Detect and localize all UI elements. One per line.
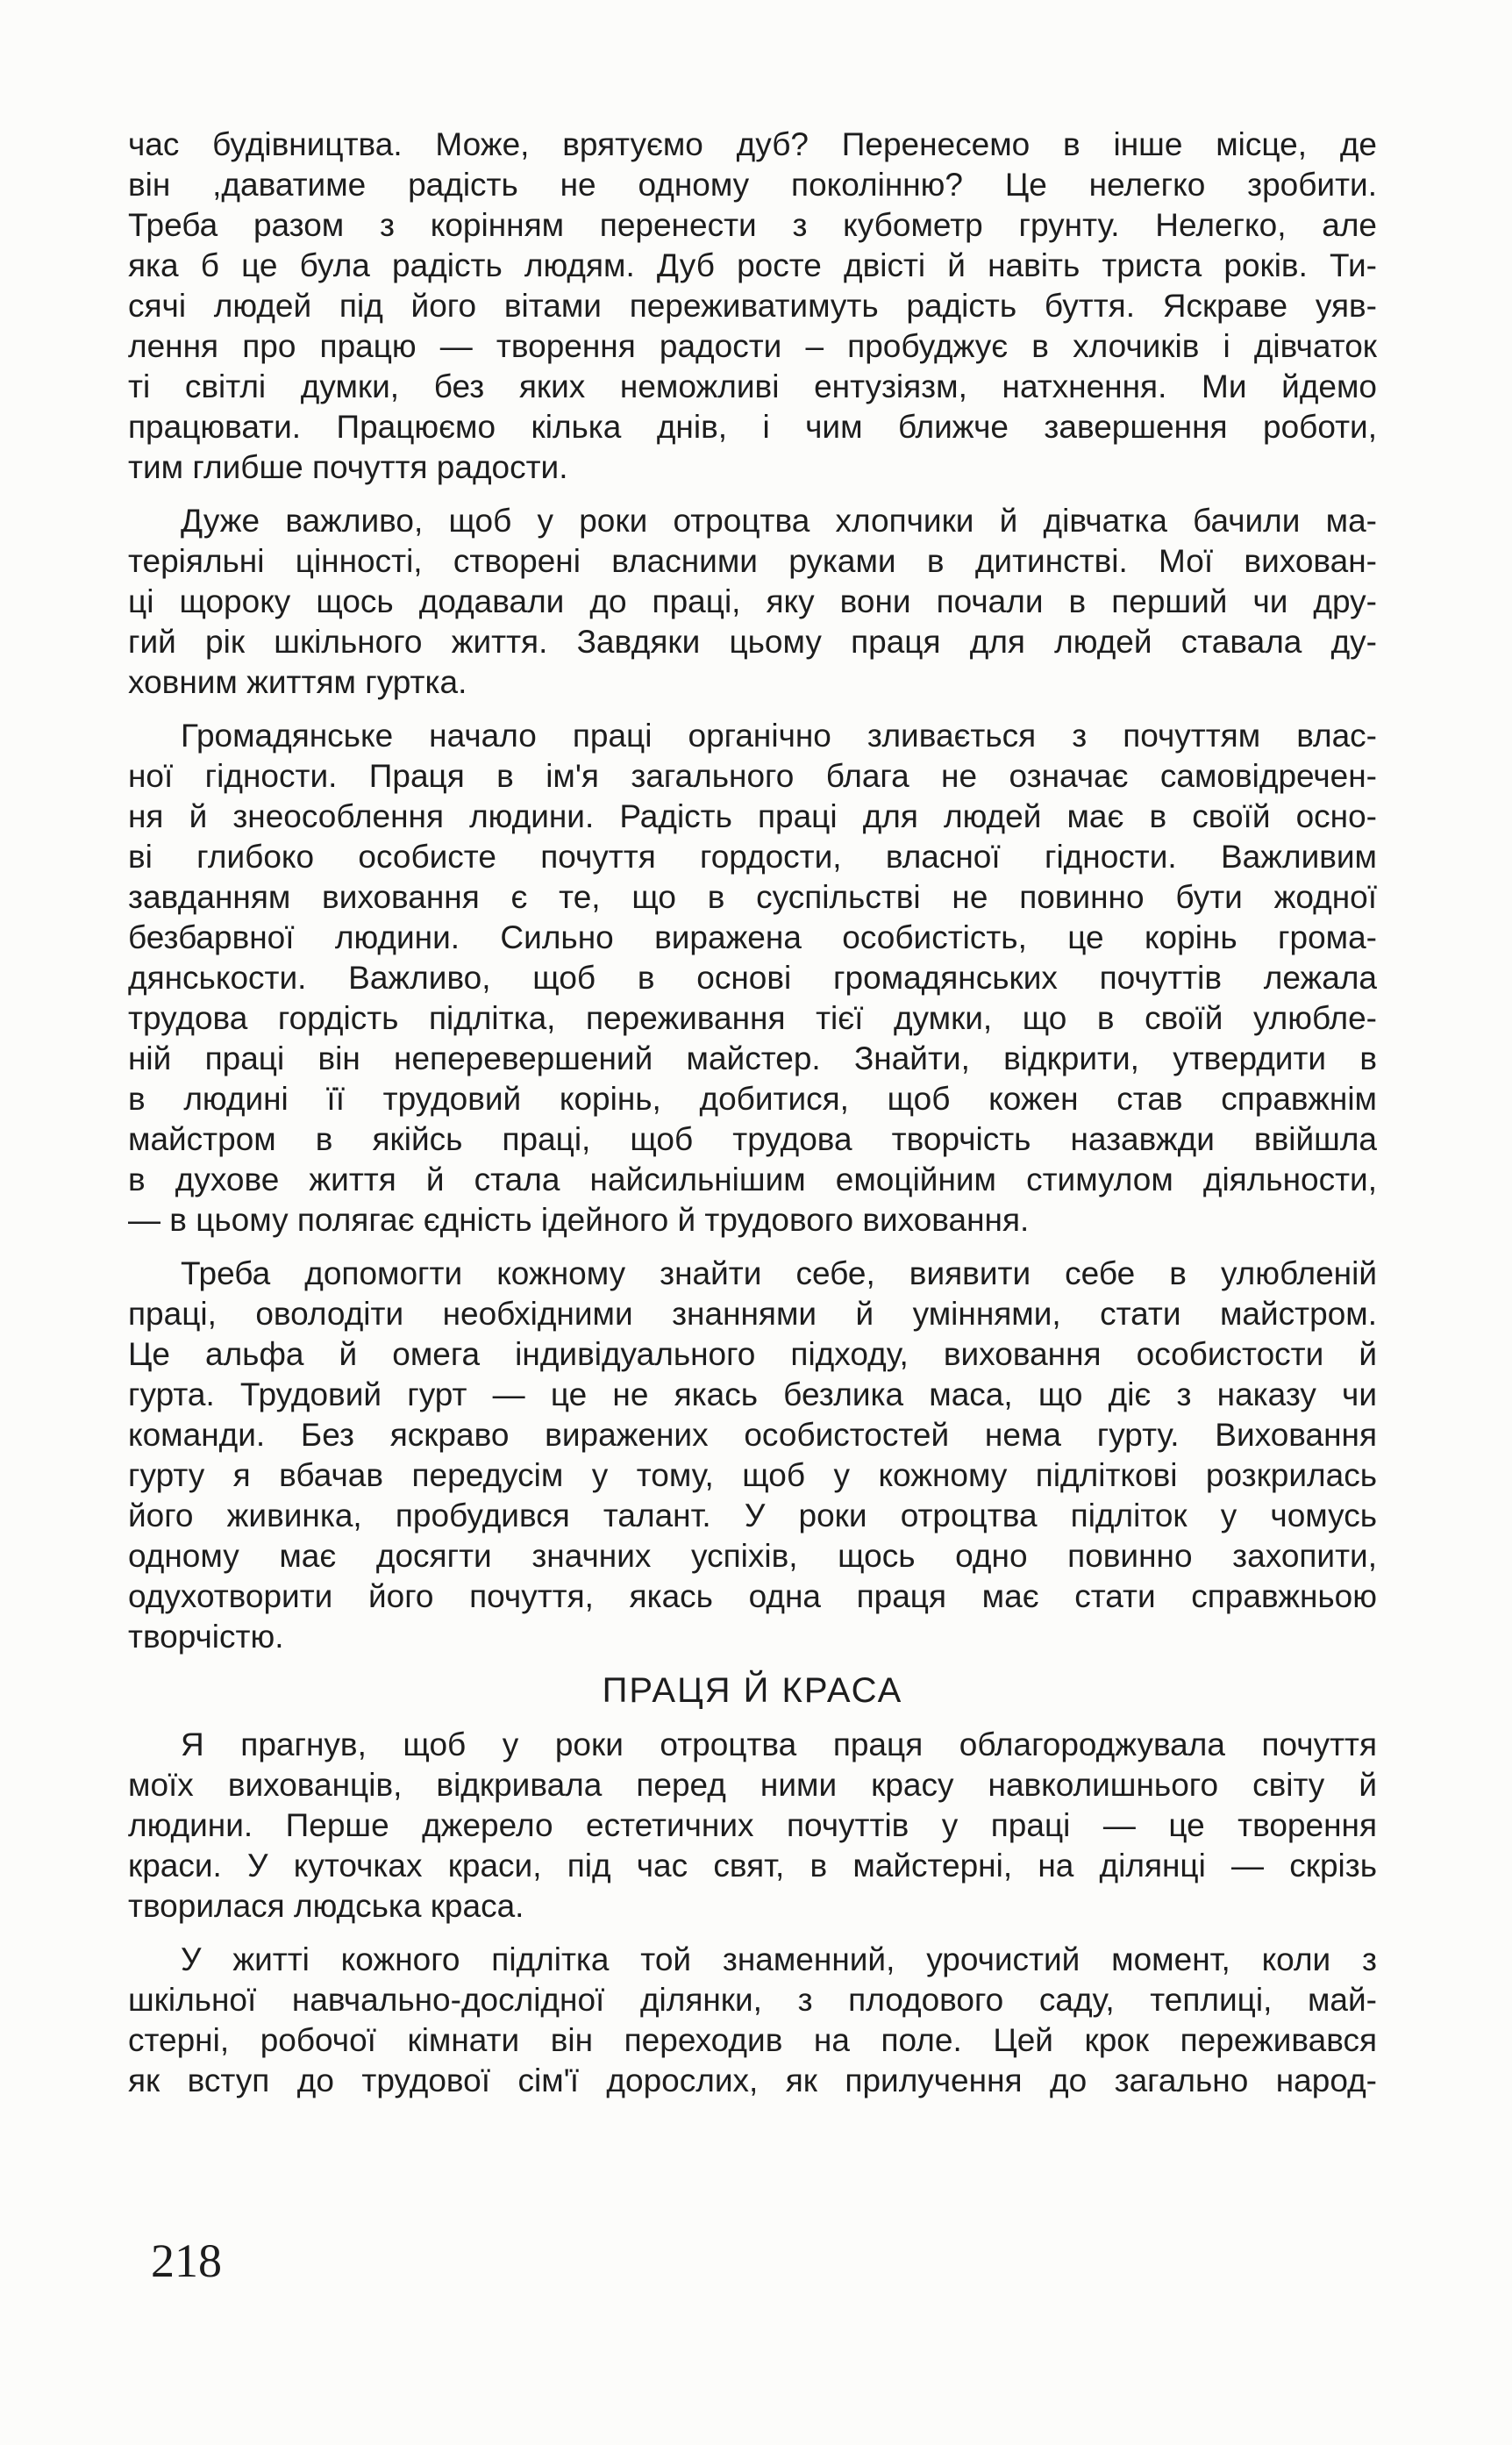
text-line: дянськости. Важливо, щоб в основі громадянських почуттів лежала bbox=[128, 960, 1377, 996]
text-line: теріяльні цінності, створені власними руками в дитинстві. Мої вихован- bbox=[128, 543, 1377, 579]
paragraph bbox=[128, 716, 1377, 1240]
text-line: стерні, робочої кімнати він переходив на поле. Цей крок переживався bbox=[128, 2022, 1377, 2058]
text-line: як вступ до трудової сім'ї дорослих, як прилучення до загально народ- bbox=[128, 2063, 1377, 2098]
paragraphs-before-heading bbox=[128, 125, 1377, 1657]
text-line: моїх вихованців, відкривала перед ними красу навколишнього світу й bbox=[128, 1767, 1377, 1803]
text-line: Треба разом з корінням перенести з кубометр грунту. Нелегко, але bbox=[128, 207, 1377, 243]
text-line: майстром в якійсь праці, щоб трудова творчість назавжди ввійшла bbox=[128, 1121, 1377, 1157]
text-line: одухотворити його почуття, якась одна праця має стати справжньою bbox=[128, 1578, 1377, 1614]
text-line: ці щороку щось додавали до праці, яку вони почали в перший чи дру- bbox=[128, 583, 1377, 619]
text-line: яка б це була радість людям. Дуб росте двісті й навіть триста років. Ти- bbox=[128, 247, 1377, 283]
body-text bbox=[128, 125, 1377, 2114]
text-line: — в цьому полягає єдність ідейного й трудового виховання. bbox=[128, 1202, 1030, 1238]
text-line: одному має досягти значних успіхів, щось одно повинно захопити, bbox=[128, 1538, 1377, 1574]
page-number: 218 bbox=[151, 2234, 222, 2287]
text-line: гурту я вбачав передусім у тому, щоб у кожному підліткові розкрилась bbox=[128, 1457, 1377, 1493]
text-line: творчістю. bbox=[128, 1619, 284, 1655]
text-line: працювати. Працюємо кілька днів, і чим ближче завершення роботи, bbox=[128, 409, 1377, 445]
text-line: його живинка, пробудився талант. У роки отроцтва підліток у чомусь bbox=[128, 1498, 1377, 1533]
text-line: безбарвної людини. Сильно виражена особистість, це корінь грома- bbox=[128, 919, 1377, 955]
text-line: сячі людей під його вітами переживатимуть радість буття. Яскраве уяв- bbox=[128, 288, 1377, 324]
paragraph bbox=[128, 125, 1377, 488]
text-line: Я прагнув, щоб у роки отроцтва праця облагороджувала почуття bbox=[181, 1727, 1377, 1762]
paragraph bbox=[128, 1725, 1377, 1927]
paragraph bbox=[128, 1940, 1377, 2101]
text-line: шкільної навчально-дослідної ділянки, з плодового саду, теплиці, май- bbox=[128, 1982, 1377, 2018]
text-line: трудова гордість підлітка, переживання тієї думки, що в своїй улюбле- bbox=[128, 1000, 1377, 1036]
text-line: команди. Без яскраво виражених особистостей нема гурту. Виховання bbox=[128, 1417, 1377, 1453]
text-line: час будівництва. Може, врятуємо дуб? Перенесемо в інше місце, де bbox=[128, 126, 1377, 162]
text-line: Треба допомогти кожному знайти себе, виявити себе в улюбленій bbox=[181, 1255, 1377, 1291]
text-line: тим глибше почуття радости. bbox=[128, 449, 568, 485]
text-line: Дуже важливо, щоб у роки отроцтва хлопчики й дівчатка бачили ма- bbox=[181, 503, 1377, 539]
text-line: ті світлі думки, без яких неможливі ентузіязм, натхнення. Ми йдемо bbox=[128, 368, 1377, 404]
text-line: творилася людська краса. bbox=[128, 1888, 524, 1924]
text-line: Це альфа й омега індивідуального підходу, виховання особистости й bbox=[128, 1336, 1377, 1372]
text-line: гий рік шкільного життя. Завдяки цьому праця для людей ставала ду- bbox=[128, 624, 1377, 660]
text-line: ної гідности. Праця в ім'я загального блага не означає самовідречен- bbox=[128, 758, 1377, 794]
text-line: ховним життям гуртка. bbox=[128, 664, 467, 700]
paragraph bbox=[128, 501, 1377, 703]
text-line: ві глибоко особисте почуття гордости, власної гідности. Важливим bbox=[128, 839, 1377, 875]
text-line: він ,даватиме радість не одному поколінню? Це нелегко зробити. bbox=[128, 167, 1377, 203]
paragraph bbox=[128, 1254, 1377, 1657]
text-line: ня й знеособлення людини. Радість праці для людей має в своїй осно- bbox=[128, 798, 1377, 834]
text-line: лення про працю — творення радости – пробуджує в хлочиків і дівчаток bbox=[128, 328, 1377, 364]
text-line: Громадянське начало праці органічно зливається з почуттям влас- bbox=[181, 718, 1377, 754]
section-heading: ПРАЦЯ Й КРАСА bbox=[602, 1671, 903, 1710]
text-line: краси. У куточках краси, під час свят, в майстерні, на ділянці — скрізь bbox=[128, 1848, 1377, 1884]
text-line: завданням виховання є те, що в суспільстві не повинно бути жодної bbox=[128, 879, 1377, 915]
text-line: в духове життя й стала найсильнішим емоційним стимулом діяльности, bbox=[128, 1162, 1377, 1197]
text-line: ній праці він неперевершений майстер. Знайти, відкрити, утвердити в bbox=[128, 1040, 1377, 1076]
text-line: людини. Перше джерело естетичних почуттів у праці — це творення bbox=[128, 1807, 1377, 1843]
text-line: в людині її трудовий корінь, добитися, щоб кожен став справжнім bbox=[128, 1081, 1377, 1117]
paragraphs-after-heading bbox=[128, 1725, 1377, 2101]
text-line: У житті кожного підлітка той знаменний, урочистий момент, коли з bbox=[181, 1941, 1377, 1977]
text-line: праці, оволодіти необхідними знаннями й уміннями, стати майстром. bbox=[128, 1296, 1377, 1332]
text-line: гурта. Трудовий гурт — це не якась безлика маса, що діє з наказу чи bbox=[128, 1376, 1377, 1412]
